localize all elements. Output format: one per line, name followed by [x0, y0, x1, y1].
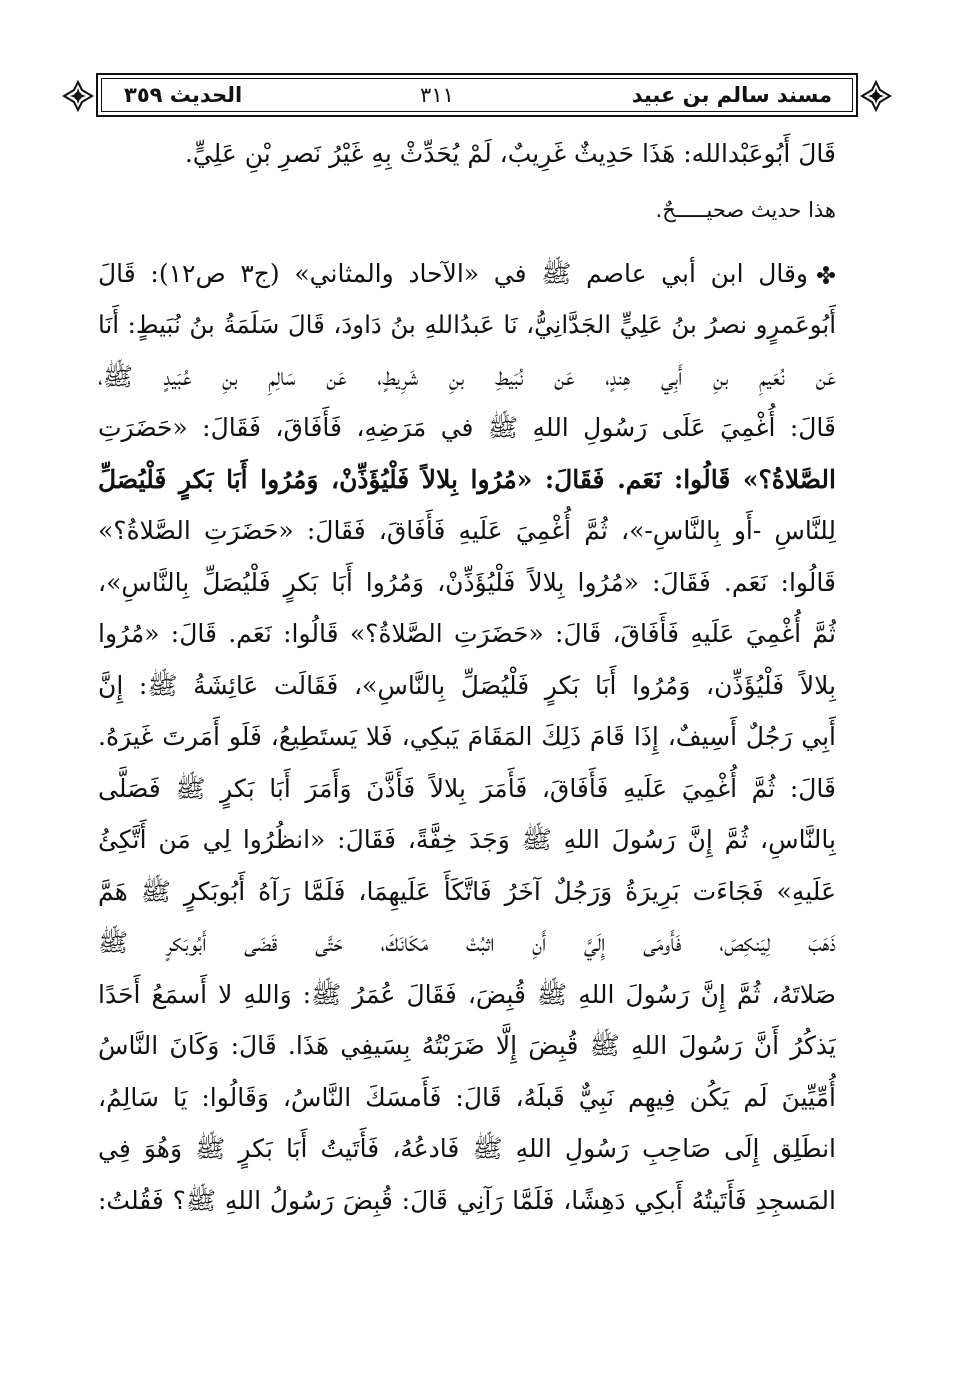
text-line: وقال ابن أبي عاصم ﷺ في «الآحاد والمثاني» (ج٣ ص١٢): قَالَ — [98, 248, 836, 300]
running-header — [96, 73, 858, 117]
page-body — [98, 128, 836, 1226]
text-line: ذَهَبَ لِيَنكِصَ، فَأَومَى إِلَيَّ أَنِ اثبُتْ مَكَانَكَ، حَتَّى قَضَى أَبُوبَكرٍ ﷺ — [98, 928, 836, 957]
text-line: عَن نُعَيمِ بنِ أَبِي هِندٍ، عَن نُبَيطِ بنِ شَرِيطٍ، عَن سَالِمِ بنِ عُبَيدٍ ﷺ، — [98, 361, 836, 391]
floral-ornament-icon — [860, 80, 892, 112]
text-line: يَذكُرُ أَنَّ رَسُولَ اللهِ ﷺ قُبِضَ إِلَّا ضَرَبْتُهُ بِسَيفِي هَذَا. قَالَ: وَكَانَ النَّاسُ — [98, 1031, 836, 1060]
text-line: ثُمَّ أُغْمِيَ عَلَيهِ فَأَفَاقَ، قَالَ: «حَضَرَتِ الصَّلاةُ؟» قَالُوا: نَعَم. قَالَ: «مُرُوا — [98, 619, 836, 648]
sahih-line: هذا حديث صحيـــــحٌ. — [655, 197, 836, 222]
text-line: أَبِي رَجُلٌ أَسِيفٌ، إِذَا قَامَ ذَلِكَ المَقَامَ يَبكِي، فَلا يَستَطِيعُ، فَلَو أَمَرتَ غَيرَهُ. — [98, 722, 836, 751]
text-line: انطَلِق إِلَى صَاحِبِ رَسُولِ اللهِ ﷺ فَادعُهُ، فَأَتَيتُ أَبَا بَكرٍ ﷺ وَهُوَ فِي — [98, 1134, 836, 1163]
text-line: بِالنَّاسِ، ثُمَّ إِنَّ رَسُولَ اللهِ ﷺ وَجَدَ خِفَّةً، فَقَالَ: «انظُرُوا لِي مَن أَتَّكِئُ — [98, 825, 836, 854]
text-line: صَلاتَهُ، ثُمَّ إِنَّ رَسُولَ اللهِ ﷺ قُبِضَ، فَقَالَ عُمَرُ ﷺ: وَاللهِ لا أَسمَعُ أَحَدًا — [98, 979, 836, 1009]
text-line: قَالَ: أُغْمِيَ عَلَى رَسُولِ اللهِ ﷺ في مَرَضِهِ، فَأَفَاقَ، فَقَالَ: «حَضَرَتِ — [98, 413, 836, 442]
intro-line: قَالَ أَبُوعَبْدالله: هَذَا حَدِيثٌ غَرِيبٌ، لَمْ يُحَدِّثْ بِهِ غَيْرُ نَصرِ بْنِ عَلِيٍّ. — [184, 139, 836, 168]
flower-bullet-icon — [816, 265, 836, 285]
text-line: لِلنَّاسِ -أَو بِالنَّاسِ-»، ثُمَّ أُغْمِيَ عَلَيهِ فَأَفَاقَ، فَقَالَ: «حَضَرَتِ الصَّلاةُ؟» — [98, 516, 836, 545]
text-line: أَبُوعَمرٍو نصرُ بنُ عَلِيٍّ الجَدَّانِيُّ، نَا عَبدُاللهِ بنُ دَاودَ، قَالَ سَلَمَةُ بنُ نُبَيطٍ: أَنَا — [98, 310, 836, 339]
floral-ornament-icon — [62, 80, 94, 112]
hadith-number: الحديث ٣٥٩ — [124, 83, 243, 107]
text-line: المَسجِدِ فَأَتَيتُهُ أَبكِي دَهِشًا، فَلَمَّا رَآنِي قَالَ: قُبِضَ رَسُولُ اللهِ ﷺ؟ فَقُلتُ: — [98, 1185, 836, 1215]
text-line: أُمِّيِّينَ لَم يَكُن فِيهِم نَبِيٌّ قَبلَهُ، قَالَ: فَأَمسَكَ النَّاسُ، وَقَالُوا: يَا سَالِمُ، — [98, 1082, 836, 1112]
page-number: ٣١١ — [420, 83, 454, 107]
text-line: قَالُوا: نَعَم. فَقَالَ: «مُرُوا بِلالاً فَلْيُؤَذِّنْ، وَمُرُوا أَبَا بَكرٍ فَلْيُصَلِّ بِالنَّاسِ»، — [98, 567, 836, 597]
text-line: بِلالاً فَلْيُؤَذِّن، وَمُرُوا أَبَا بَكرٍ فَلْيُصَلِّ بِالنَّاسِ»، فَقَالَت عَائِشَةُ ﷺ: إِنَّ — [98, 670, 836, 700]
text-line: عَلَيهِ» فَجَاءَت بَرِيرَةُ وَرَجُلٌ آخَرُ فَاتَّكَأَ عَلَيهِمَا، فَلَمَّا رَآهُ أَبُوبَكرٍ ﷺ هَمَّ — [98, 876, 836, 906]
text-line: الصَّلاةُ؟» قَالُوا: نَعَم. فَقَالَ: «مُرُوا بِلالاً فَلْيُؤَذِّنْ، وَمُرُوا أَبَا بَكرٍ فَلْيُصَلِّ — [98, 464, 836, 494]
text-line: قَالَ: ثُمَّ أُغْمِيَ عَلَيهِ فَأَفَاقَ، فَأَمَرَ بِلالاً فَأَذَّنَ وَأَمَرَ أَبَا بَكرٍ ﷺ فَصَلَّى — [98, 773, 836, 803]
book-title: مسند سالم بن عبيد — [631, 83, 832, 107]
